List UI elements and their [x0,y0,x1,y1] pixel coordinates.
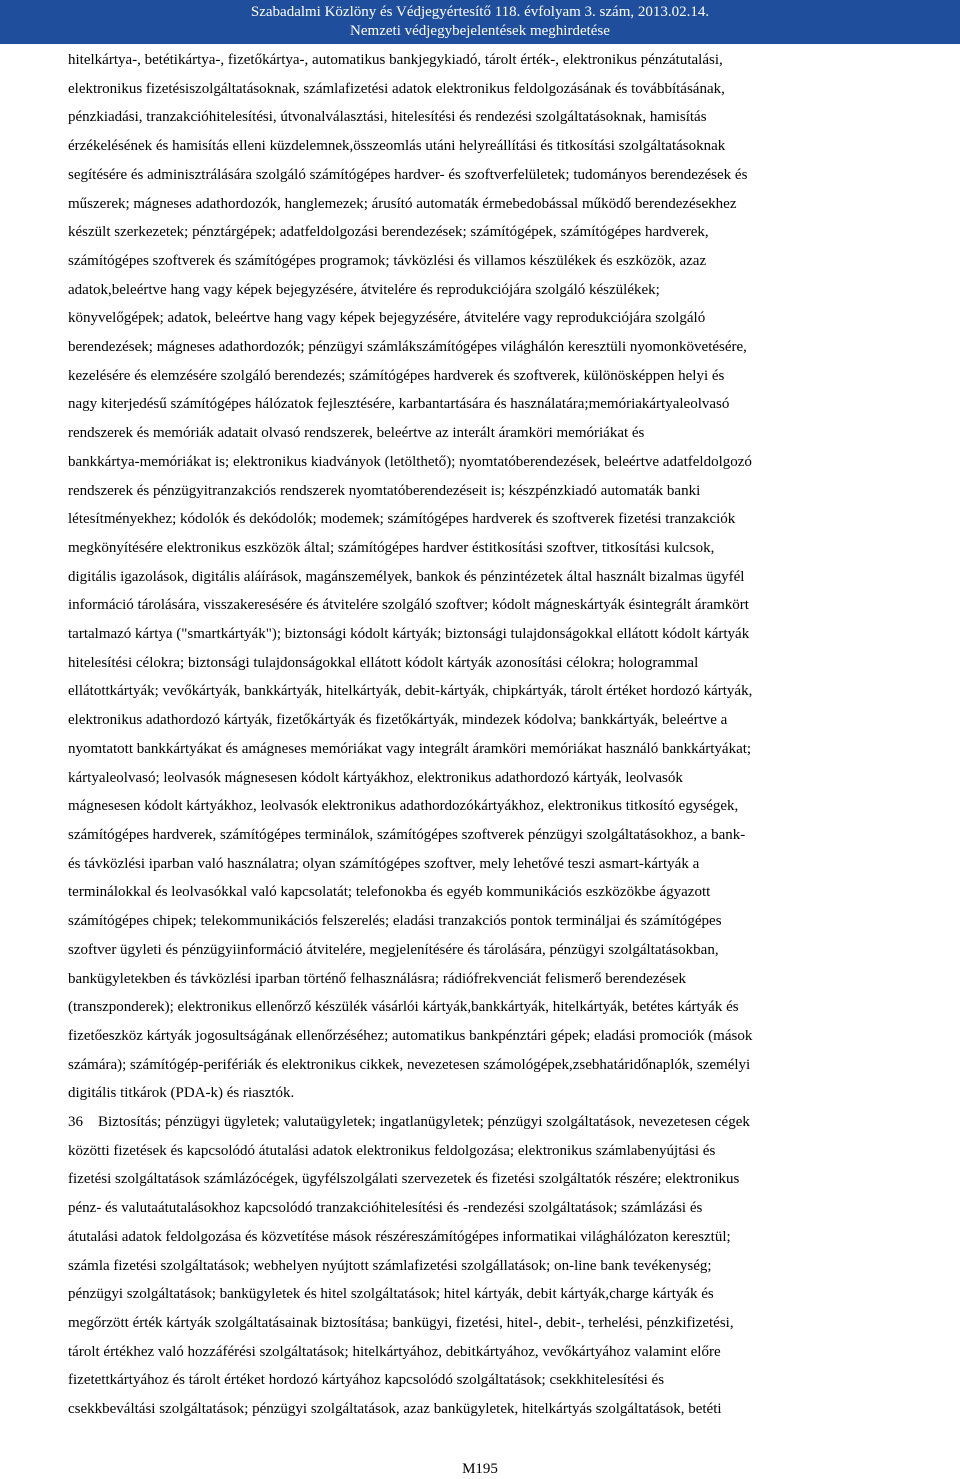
text-line: számítógépes chipek; telekommunikációs felszerelés; eladási tranzakciós pontok termináljai és számítógépes [68,913,722,930]
text-line: átutalási adatok feldolgozása és közvetítése mások részéreszámítógépes informatikai világhálózaton keresztül; [68,1228,731,1245]
document-body [68,46,908,1424]
text-line: hitelkártya-, betétikártya-, fizetőkártya-, automatikus bankjegykiadó, tárolt érték-, elektronikus pénzátutalási, [68,52,723,68]
text-line: digitális titkárok (PDA-k) és riasztók. [68,1085,295,1102]
text-line: bankkártya-memóriákat is; elektronikus kiadványok (letölthető); nyomtatóberendezések, beleértve adatfeldolgozó [68,453,752,470]
text-line: nagy kiterjedésű számítógépes hálózatok fejlesztésére, karbantartására és használatára;memóriakártyaleolvasó [68,396,730,413]
text-line: kezelésére és elemzésére szolgáló berendezés; számítógépes hardverek és szoftverek, különösképpen helyi és [68,367,725,384]
text-line: kártyaleolvasó; leolvasók mágnesesen kódolt kártyákhoz, elektronikus adathordozó kártyák, leolvasók [68,769,683,786]
text-line: számítógépes szoftverek és számítógépes programok; távközlési és villamos készülékek és eszközök, azaz [68,252,707,269]
text-line: terminálokkal és leolvasókkal való kapcsolatát; telefonokba és egyéb kommunikációs eszközökbe ágyazott [68,884,711,901]
text-line: rendszerek és pénzügyitranzakciós rendszerek nyomtatóberendezéseit is; készpénzkiadó automaták banki [68,482,701,499]
text-line: fizetési szolgáltatások számlázócégek, ügyfélszolgálati szervezetek és fizetési szolgáltatók részére; elektronikus [68,1171,740,1188]
text-line: adatok,beleértve hang vagy képek bejegyzésére, átvitelére és reprodukciójára szolgáló készülékek; [68,281,660,298]
text-line: és távközlési iparban való használatra; olyan számítógépes szoftver, mely lehetővé teszi asmart-kártyák a [68,855,700,872]
text-line: számára); számítógép-perifériák és elektronikus cikkek, nevezetesen számológépek,zsebhatáridőnaplók, személyi [68,1056,751,1073]
text-line: tárolt értékhez való hozzáférési szolgáltatások; hitelkártyához, debitkártyához, vevőkártyához valamint előre [68,1343,721,1360]
text-line: fizetőeszköz kártyák jogosultságának ellenőrzéséhez; automatikus bankpénztári gépek; eladási promociók (mások [68,1027,753,1044]
text-line: digitális igazolások, digitális aláírások, magánszemélyek, bankok és pénzintézetek által használt bizalmas ügyfél [68,568,745,585]
text-line: pénzügyi szolgáltatások; bankügyletek és hitel szolgáltatások; hitel kártyák, debit kártyák,charge kártyák és [68,1286,714,1303]
text-line: ellátottkártyák; vevőkártyák, bankkártyák, hitelkártyák, debit-kártyák, chipkártyák, tárolt értéket hordozó kártyák, [68,683,753,700]
text-line: elektronikus fizetésiszolgáltatásoknak, számlafizetési adatok elektronikus feldolgozásának és továbbításának, [68,80,725,97]
text-line: műszerek; mágneses adathordozók, hanglemezek; árusító automaták érmebedobással működő berendezésekhez [68,195,737,212]
text-line: csekkbeváltási szolgáltatások; pénzügyi szolgáltatások, azaz bankügyletek, hitelkártyás szolgáltatások, betéti [68,1401,722,1418]
text-line: megkönyítésére elektronikus eszközök által; számítógépes hardver éstitkosítási szoftver, titkosítási kulcsok, [68,539,715,556]
text-line: bankügyletekben és távközlési iparban történő felhasználásra; rádiófrekvenciát felismerő berendezések [68,970,687,987]
text-line: elektronikus adathordozó kártyák, fizetőkártyák és fizetőkártyák, mindezek kódolva; bankkártyák, beleértve a [68,712,728,729]
text-line: készült szerkezetek; pénztárgépek; adatfeldolgozási berendezések; számítógépek, számítógépes hardverek, [68,224,709,241]
page-number: M195 [462,1461,498,1477]
text-line: fizetettkártyához és tárolt értéket hordozó kártyához kapcsolódó szolgáltatások; csekkhitelesítési és [68,1372,665,1389]
section-title: Nemzeti védjegybejelentések meghirdetése [350,23,610,39]
publication-title: Szabadalmi Közlöny és Védjegyértesítő 118. évfolyam 3. szám, 2013.02.14. [250,4,710,20]
text-line: mágnesesen kódolt kártyákhoz, leolvasók elektronikus adathordozókártyákhoz, elektronikus titkosító egységek, [68,798,739,815]
text-line: információ tárolására, visszakeresésére és átvitelére szolgáló szoftver; kódolt mágneskártyák ésintegrált áramkört [68,597,749,614]
text-line: szoftver ügyleti és pénzügyiinformáció átvitelére, megjelenítésére és tárolására, pénzügyi szolgáltatásokban, [68,941,719,958]
text-line: létesítményekhez; kódolók és dekódolók; modemek; számítógépes hardverek és szoftverek fizetési tranzakciók [68,511,736,528]
text-line: számla fizetési szolgáltatások; webhelyen nyújtott számlafizetési szolgállatások; on-line bank tevékenység; [68,1257,712,1274]
text-line: rendszerek és memóriák adatait olvasó rendszerek, beleértve az interált áramköri memóriákat és [68,425,645,442]
page-header [0,0,960,44]
text-line: hitelesítési célokra; biztonsági tulajdonságokkal ellátott kódolt kártyák azonosítási célokra; hologrammal [68,654,699,671]
text-line: közötti fizetések és kapcsolódó átutalási adatok elektronikus feldolgozása; elektronikus számlabenyújtási és [68,1142,716,1159]
text-line: 36 Biztosítás; pénzügyi ügyletek; valutaügyletek; ingatlanügyletek; pénzügyi szolgáltatások, nevezetesen cégek [68,1114,750,1131]
text-line: pénzkiadási, tranzakcióhitelesítési, útvonalválasztási, hitelesítési és rendezési szolgáltatásoknak, hamisítás [68,109,707,126]
text-line: megőrzött érték kártyák szolgáltatásainak biztosítása; bankügyi, fizetési, hitel-, debit-, terhelési, pénzkifizetési, [68,1314,734,1331]
text-line: berendezések; mágneses adathordozók; pénzügyi számlákszámítógépes világhálón keresztüli nyomonkövetésére, [68,339,747,356]
text-line: tartalmazó kártya ("smartkártyák"); biztonsági kódolt kártyák; biztonsági tulajdonságokkal ellátott kódolt kártyák [68,626,750,643]
text-line: nyomtatott bankkártyákat és amágneses memóriákat vagy integrált áramköri memóriákat használó bankkártyákat; [68,740,752,757]
text-line: (transzponderek); elektronikus ellenőrző készülék vásárlói kártyák,bankkártyák, hitelkártyák, betétes kártyák és [68,999,739,1016]
text-line: könyvelőgépek; adatok, beleértve hang vagy képek bejegyzésére, átvitelére vagy reprodukciójára szolgáló [68,310,706,327]
text-line: pénz- és valutaátutalásokhoz kapcsolódó tranzakcióhitelesítési és -rendezési szolgáltatások; számlázási és [68,1200,703,1217]
text-line: érzékelésének és hamisítás elleni küzdelemnek,összeomlás utáni helyreállítási és titkosítási szolgáltatásoknak [68,138,726,155]
text-line: számítógépes hardverek, számítógépes terminálok, számítógépes szoftverek pénzügyi szolgáltatásokhoz, a bank- [68,826,746,843]
text-line: segítésére és adminisztrálására szolgáló számítógépes hardver- és szoftverfelületek; tudományos berendezések és [68,166,748,183]
